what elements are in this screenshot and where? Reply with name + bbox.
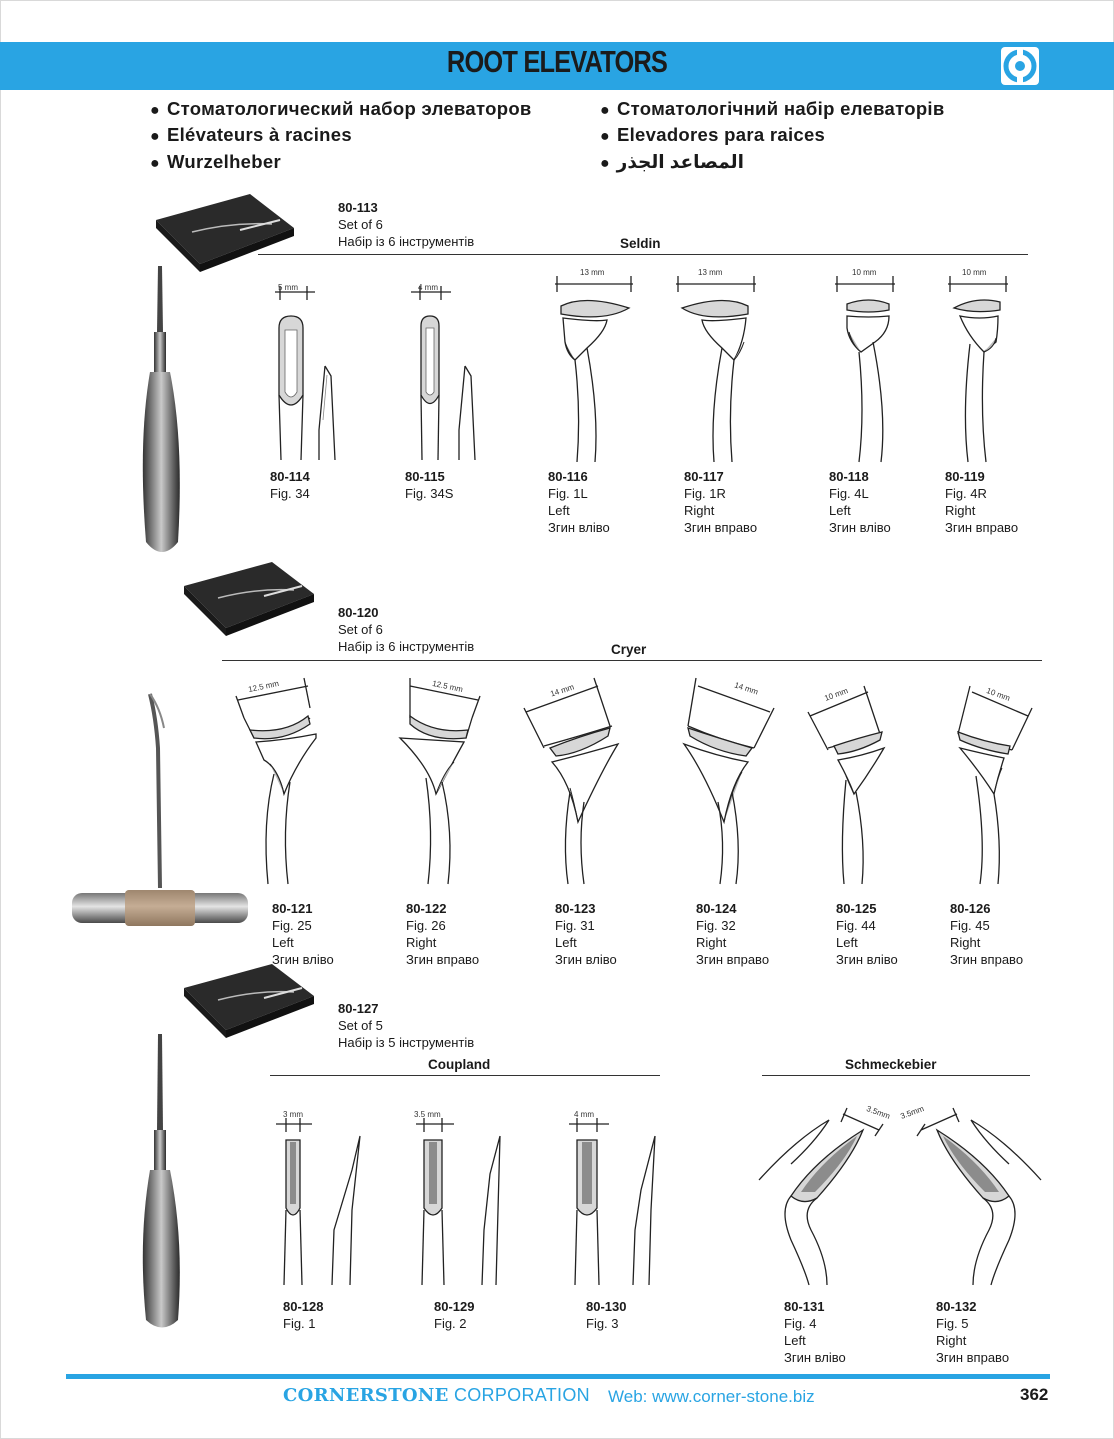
translation-fr: ● Elévateurs à racines <box>150 124 352 145</box>
dimension-label: 4 mm <box>574 1110 594 1119</box>
instrument-drawing-80-114 <box>265 280 345 470</box>
dimension-label: 5 mm <box>278 283 298 292</box>
dimension-label: 10 mm <box>985 686 1012 703</box>
item-80-130: 80-130 Fig. 3 <box>586 1299 627 1331</box>
footer-website-link[interactable]: Web: www.corner-stone.biz <box>608 1387 815 1406</box>
instrument-set-box-image <box>180 558 318 644</box>
set-description-ua: Набір із 6 інструментів <box>338 639 475 654</box>
item-80-124: 80-124 Fig. 32 Right Згин вправо <box>696 901 770 967</box>
set-description-ua: Набір із 5 інструментів <box>338 1035 475 1050</box>
dimension-label: 3 mm <box>283 1110 303 1119</box>
dimension-label: 14 mm <box>549 682 576 699</box>
set-description: Set of 6 <box>338 217 383 232</box>
straight-elevator-handle-image <box>132 262 192 562</box>
section-title-seldin: Seldin <box>620 236 661 251</box>
item-80-115: 80-115 Fig. 34S <box>405 469 454 501</box>
instrument-drawing-80-130 <box>565 1110 665 1290</box>
instrument-drawing-80-119 <box>940 262 1020 472</box>
section-divider <box>222 660 1042 661</box>
set-description: Set of 5 <box>338 1018 383 1033</box>
page-number: 362 <box>1020 1385 1049 1404</box>
dimension-label: 10 mm <box>852 268 877 277</box>
translation-ar: ● المصاعد الجذر <box>600 151 744 172</box>
dimension-label: 10 mm <box>823 686 850 703</box>
page-title: ROOT ELEVATORS <box>446 44 668 79</box>
item-80-128: 80-128 Fig. 1 <box>283 1299 324 1331</box>
set-description: Set of 6 <box>338 622 383 637</box>
instrument-drawing-80-116 <box>545 262 640 472</box>
instrument-drawing-80-131 <box>755 1100 895 1290</box>
footer-rule <box>66 1374 1050 1379</box>
dimension-label: 3.5 mm <box>414 1110 441 1119</box>
footer-company-name: CORNERSTONE CORPORATION <box>283 1385 590 1406</box>
cornerstone-logo-icon <box>1000 46 1040 86</box>
item-80-132: 80-132 Fig. 5 Right Згин вправо <box>936 1299 1010 1365</box>
item-80-114: 80-114 Fig. 34 <box>270 469 310 501</box>
section-divider <box>270 1075 660 1076</box>
dimension-label: 3.5mm <box>865 1104 892 1121</box>
instrument-drawing-80-125 <box>800 672 900 892</box>
dimension-label: 10 mm <box>962 268 987 277</box>
section-title-cryer: Cryer <box>611 642 647 657</box>
instrument-drawing-80-129 <box>412 1110 512 1290</box>
section-title-coupland: Coupland <box>428 1057 491 1072</box>
instrument-drawing-80-118 <box>825 262 905 472</box>
item-80-118: 80-118 Fig. 4L Left Згин вліво <box>829 469 891 535</box>
item-80-121: 80-121 Fig. 25 Left Згин вліво <box>272 901 334 967</box>
item-80-126: 80-126 Fig. 45 Right Згин вправо <box>950 901 1024 967</box>
translation-ru: ● Стоматологический набор элеваторов <box>150 98 532 119</box>
dimension-label: 14 mm <box>733 680 760 697</box>
dimension-label: 13 mm <box>698 268 723 277</box>
translation-es: ● Elevadores para raices <box>600 124 826 145</box>
section-divider <box>762 1075 1030 1076</box>
set-code: 80-120 <box>338 605 379 620</box>
instrument-drawing-80-126 <box>940 672 1040 892</box>
item-80-116: 80-116 Fig. 1L Left Згин вліво <box>548 469 610 535</box>
set-code: 80-127 <box>338 1001 379 1016</box>
instrument-drawing-80-117 <box>670 262 765 472</box>
item-80-122: 80-122 Fig. 26 Right Згин вправо <box>406 901 480 967</box>
dimension-label: 12.5 mm <box>247 678 280 695</box>
item-80-131: 80-131 Fig. 4 Left Згин вліво <box>784 1299 846 1365</box>
dimension-label: 13 mm <box>580 268 605 277</box>
instrument-drawing-80-115 <box>405 280 485 470</box>
item-80-129: 80-129 Fig. 2 <box>434 1299 475 1331</box>
item-80-119: 80-119 Fig. 4R Right Згин вправо <box>945 469 1019 535</box>
instrument-drawing-80-121 <box>230 672 340 892</box>
translation-de: ● Wurzelheber <box>150 151 281 172</box>
instrument-drawing-80-128 <box>272 1110 372 1290</box>
item-80-125: 80-125 Fig. 44 Left Згин вліво <box>836 901 898 967</box>
t-bar-elevator-image <box>70 688 250 933</box>
item-80-123: 80-123 Fig. 31 Left Згин вліво <box>555 901 617 967</box>
straight-elevator-handle-image <box>132 1030 192 1335</box>
instrument-drawing-80-122 <box>380 672 490 892</box>
section-divider <box>258 254 1028 255</box>
section-title-schmeckebier: Schmeckebier <box>845 1057 937 1072</box>
translation-ua: ● Стоматологічний набір елеваторів <box>600 98 945 119</box>
instrument-drawing-80-132 <box>905 1100 1045 1290</box>
dimension-label: 3.5mm <box>899 1104 926 1121</box>
instrument-drawing-80-124 <box>670 672 790 892</box>
instrument-set-box-image <box>180 960 318 1046</box>
set-description-ua: Набір із 6 інструментів <box>338 234 475 249</box>
dimension-label: 12.5 mm <box>431 678 464 695</box>
item-80-117: 80-117 Fig. 1R Right Згин вправо <box>684 469 758 535</box>
set-code: 80-113 <box>338 200 378 215</box>
instrument-drawing-80-123 <box>520 672 630 892</box>
dimension-label: 4 mm <box>418 283 438 292</box>
